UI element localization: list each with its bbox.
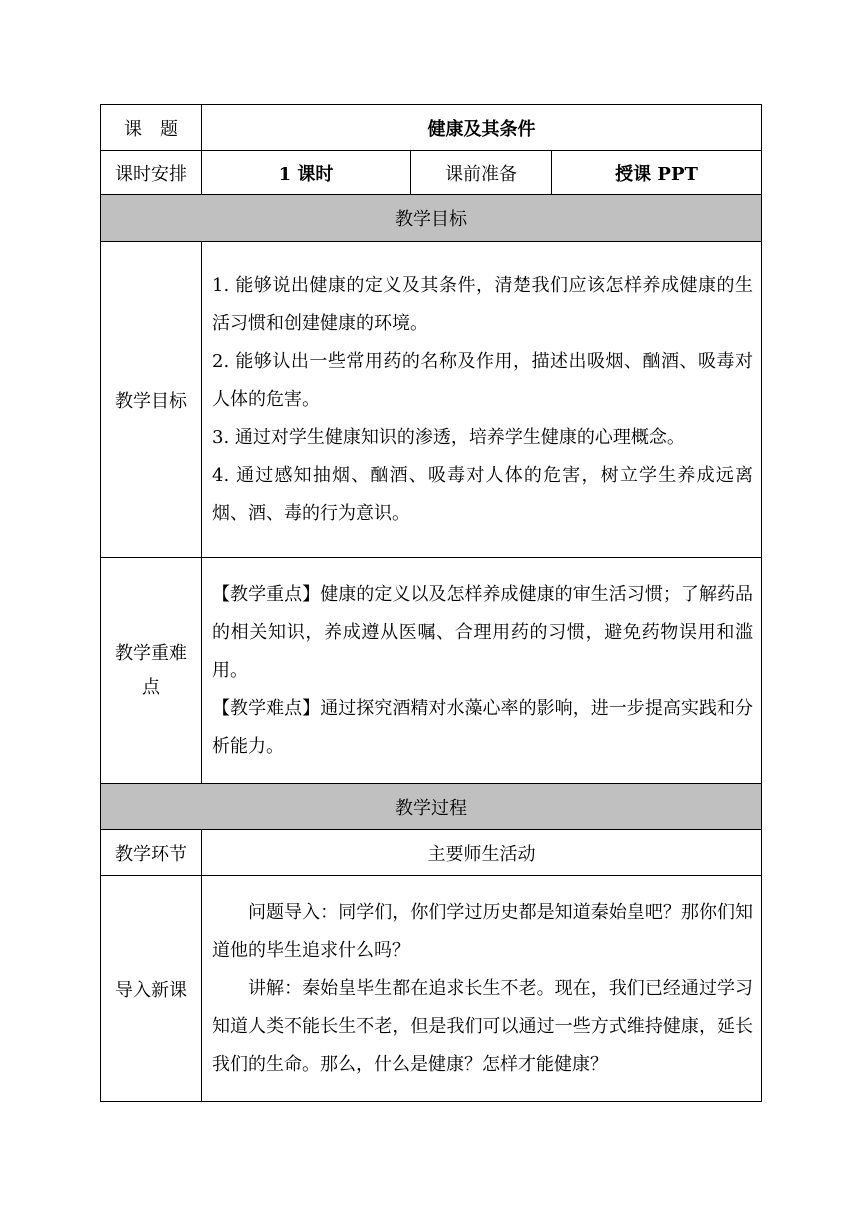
- key-points-label: 教学重难点: [101, 558, 202, 784]
- topic-label: 课 题: [101, 105, 202, 151]
- objectives-row: [101, 242, 762, 558]
- objective-item-2: 2. 能够认出一些常用药的名称及作用，描述出吸烟、酗酒、吸毒对人体的危害。: [212, 350, 754, 410]
- intro-label: 导入新课: [101, 876, 202, 1102]
- prep-value: 授课 PPT: [552, 151, 762, 195]
- schedule-row: [101, 151, 762, 195]
- schedule-value: 1 课时: [202, 151, 411, 195]
- lesson-plan-table: [100, 104, 762, 1102]
- process-band-row: [101, 784, 762, 830]
- objectives-band-title: 教学目标: [101, 195, 762, 242]
- prep-label: 课前准备: [411, 151, 552, 195]
- intro-paragraph-1: 问题导入：同学们，你们学过历史都是知道秦始皇吧？那你们知道他的毕生追求什么吗？: [212, 901, 754, 961]
- intro-row: [101, 876, 762, 1102]
- key-points-row: [101, 558, 762, 784]
- objectives-content: [202, 242, 762, 558]
- process-col-left: 教学环节: [101, 830, 202, 876]
- schedule-label: 课时安排: [101, 151, 202, 195]
- process-header-row: [101, 830, 762, 876]
- key-point-focus: 【教学重点】健康的定义以及怎样养成健康的审生活习惯；了解药品的相关知识，养成遵从医嘱、合理用药的习惯，避免药物误用和滥用。: [212, 583, 754, 681]
- objective-item-3: 3. 通过对学生健康知识的渗透，培养学生健康的心理概念。: [212, 426, 685, 448]
- key-points-content: [202, 558, 762, 784]
- process-col-right: 主要师生活动: [202, 830, 762, 876]
- process-band-title: 教学过程: [101, 784, 762, 830]
- intro-paragraph-2: 讲解：秦始皇毕生都在追求长生不老。现在，我们已经通过学习知道人类不能长生不老，但是我们可以通过一些方式维持健康，延长我们的生命。那么，什么是健康？怎样才能健康？: [212, 977, 754, 1075]
- key-point-difficulty: 【教学难点】通过探究酒精对水藻心率的影响，进一步提高实践和分析能力。: [212, 697, 754, 757]
- topic-row: [101, 105, 762, 151]
- objective-item-4: 4. 通过感知抽烟、酗酒、吸毒对人体的危害，树立学生养成远离烟、酒、毒的行为意识。: [212, 464, 754, 524]
- objectives-band-row: [101, 195, 762, 242]
- objectives-label: 教学目标: [101, 242, 202, 558]
- topic-value: 健康及其条件: [202, 105, 762, 151]
- intro-content: [202, 876, 762, 1102]
- objective-item-1: 1. 能够说出健康的定义及其条件，清楚我们应该怎样养成健康的生活习惯和创建健康的环境。: [212, 274, 754, 334]
